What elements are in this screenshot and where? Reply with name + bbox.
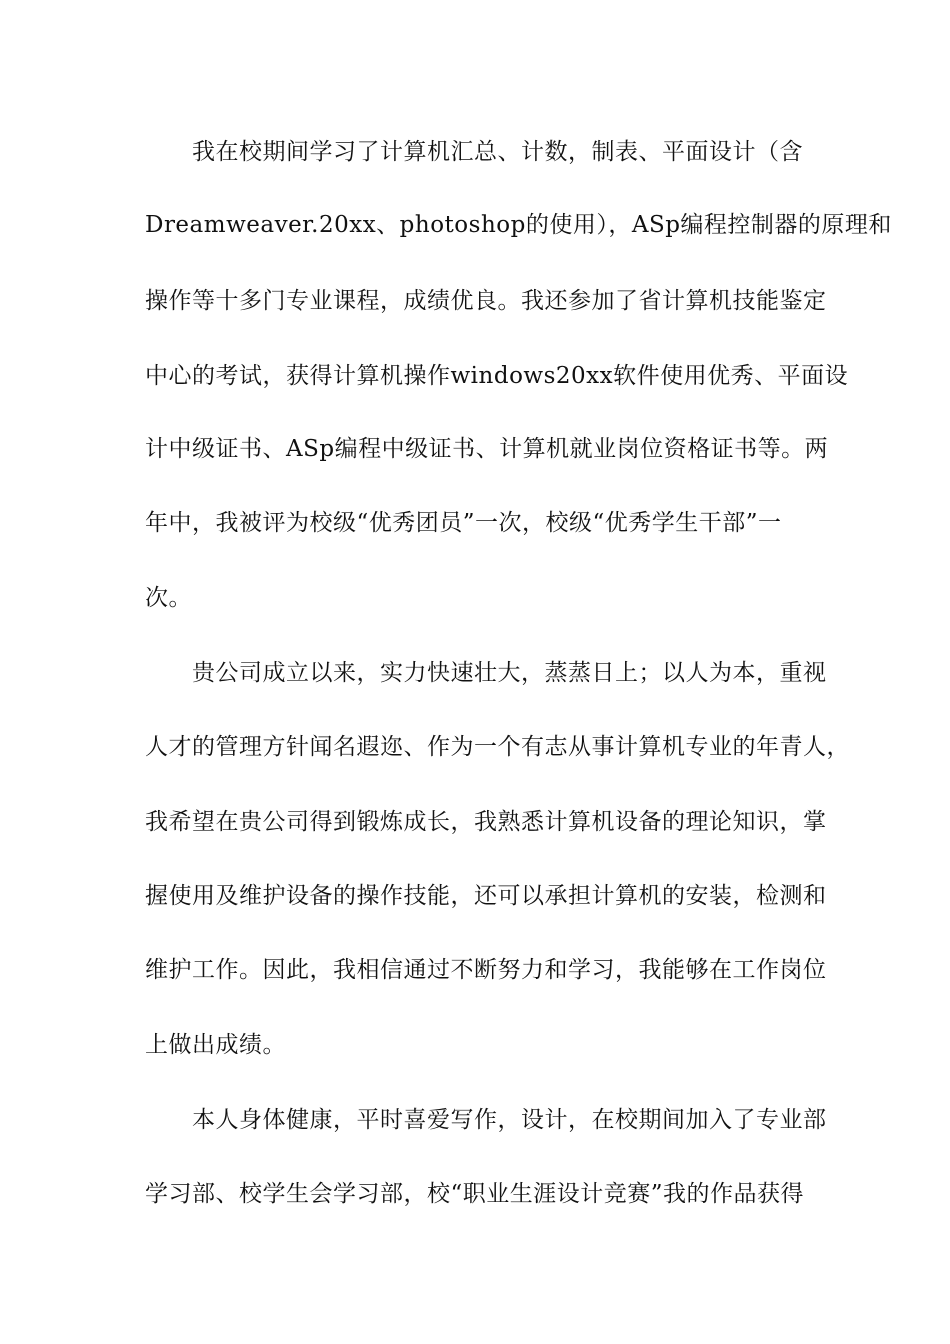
paragraph-1-line-2: Dreamweaver.20xx、photoshop的使用），ASp编程控制器的原理和 — [145, 212, 892, 238]
paragraph-1-line-4: 中心的考试，获得计算机操作windows20xx软件使用优秀、平面设 — [145, 363, 849, 389]
paragraph-2-line-3: 我希望在贵公司得到锻炼成长，我熟悉计算机设备的理论知识，掌 — [145, 809, 827, 835]
paragraph-2-line-5: 维护工作。因此，我相信通过不断努力和学习，我能够在工作岗位 — [145, 957, 827, 983]
paragraph-1-line-7: 次。 — [145, 585, 192, 611]
paragraph-2-line-2: 人才的管理方针闻名遐迩、作为一个有志从事计算机专业的年青人， — [145, 734, 850, 760]
paragraph-1-line-3: 操作等十多门专业课程，成绩优良。我还参加了省计算机技能鉴定 — [145, 288, 827, 314]
paragraph-3-line-1: 本人身体健康，平时喜爱写作，设计，在校期间加入了专业部 — [192, 1107, 827, 1133]
paragraph-3-line-2: 学习部、校学生会学习部，校“职业生涯设计竞赛”我的作品获得 — [145, 1181, 805, 1207]
paragraph-1-line-1: 我在校期间学习了计算机汇总、计数，制表、平面设计（含 — [192, 139, 803, 165]
paragraph-1-line-5: 计中级证书、ASp编程中级证书、计算机就业岗位资格证书等。两 — [145, 436, 829, 462]
paragraph-1-line-6: 年中，我被评为校级“优秀团员”一次，校级“优秀学生干部”一 — [145, 510, 782, 536]
paragraph-2-line-6: 上做出成绩。 — [145, 1032, 286, 1058]
paragraph-2-line-4: 握使用及维护设备的操作技能，还可以承担计算机的安装，检测和 — [145, 883, 827, 909]
paragraph-2-line-1: 贵公司成立以来，实力快速壮大，蒸蒸日上；以人为本，重视 — [192, 660, 827, 686]
